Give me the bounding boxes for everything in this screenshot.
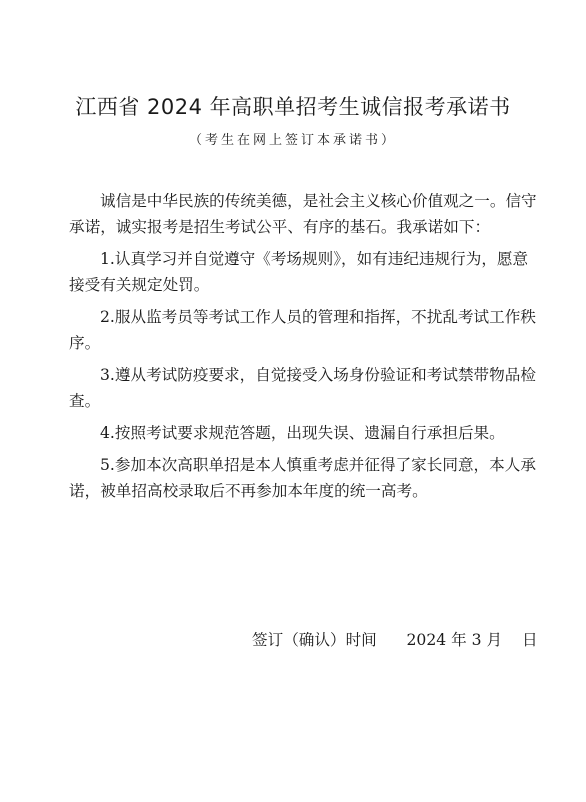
commitment-item-1 bbox=[69, 246, 545, 298]
commitment-item-2 bbox=[69, 304, 545, 356]
commitment-item-3 bbox=[69, 362, 545, 414]
intro-line-2: 承诺，诚实报考是招生考试公平、有序的基石。我承诺如下： bbox=[69, 218, 491, 236]
signature-date-line: 签订（确认）时间 2024 年 3 月 日 bbox=[252, 631, 538, 649]
commitment-3-line-2: 查。 bbox=[69, 392, 101, 410]
commitment-5-line-1: 5.参加本次高职单招是本人慎重考虑并征得了家长同意，本人承 bbox=[100, 456, 536, 474]
commitment-item-4 bbox=[69, 420, 545, 446]
commitment-5-line-2: 诺，被单招高校录取后不再参加本年度的统一高考。 bbox=[69, 482, 428, 500]
commitment-2-line-2: 序。 bbox=[69, 334, 101, 352]
commitment-1-line-1: 1.认真学习并自觉遵守《考场规则》，如有违纪违规行为，愿意 bbox=[100, 250, 529, 268]
document-subtitle: （考生在网上签订本承诺书） bbox=[188, 133, 397, 148]
document-title: 江西省 2024 年高职单招考生诚信报考承诺书 bbox=[75, 95, 511, 119]
intro-line-1: 诚信是中华民族的传统美德，是社会主义核心价值观之一。信守 bbox=[100, 192, 537, 210]
commitment-2-line-1: 2.服从监考员等考试工作人员的管理和指挥，不扰乱考试工作秩 bbox=[100, 308, 536, 326]
commitment-1-line-2: 接受有关规定处罚。 bbox=[69, 276, 210, 294]
commitment-3-line-1: 3.遵从考试防疫要求，自觉接受入场身份验证和考试禁带物品检 bbox=[100, 366, 536, 384]
intro-paragraph bbox=[69, 188, 545, 240]
document-body bbox=[69, 188, 545, 510]
commitment-4-line-1: 4.按照考试要求规范答题，出现失误、遗漏自行承担后果。 bbox=[100, 424, 505, 442]
commitment-item-5 bbox=[69, 452, 545, 504]
